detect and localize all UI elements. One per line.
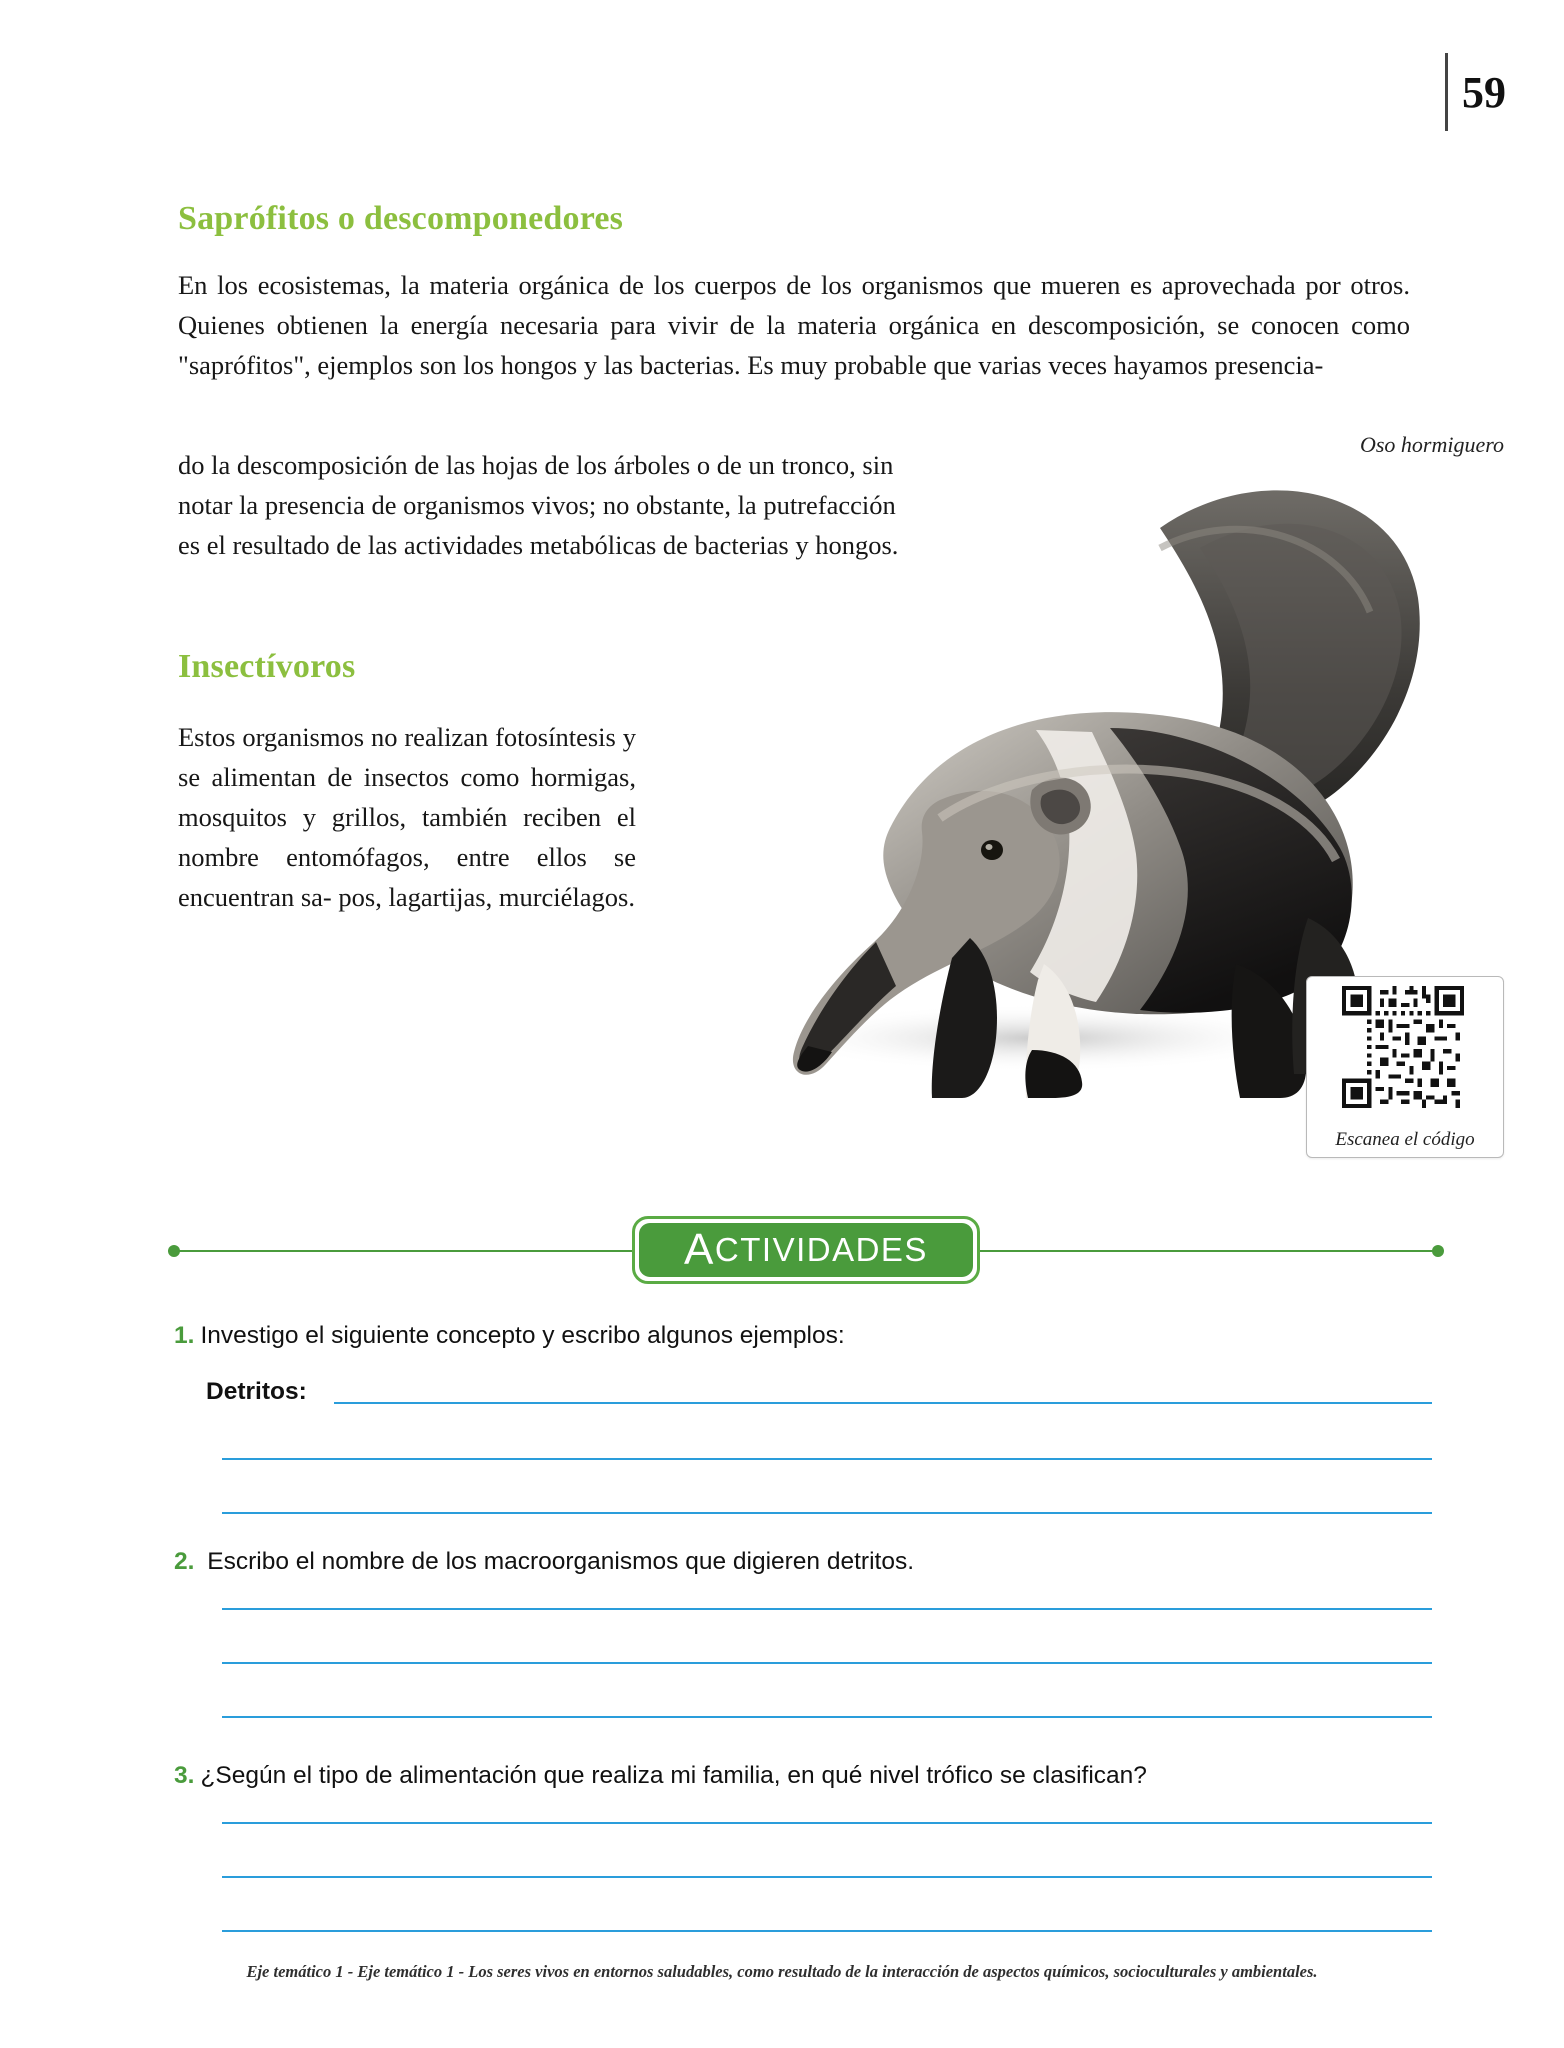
paragraph-saprofitos-wrapped: do la descomposición de las hojas de los árboles o de un tronco, sin notar la presencia de organismos vivos; no obstante, la putrefacción es el resultado de las actividades metabólicas de bacterias y hongos. <box>178 449 899 560</box>
page-footer: Eje temático 1 - Eje temático 1 - Los seres vivos en entornos saludables, como resultado de la interacción de aspectos químicos, socioculturales y ambientales. <box>246 1962 1318 1981</box>
figure-caption: Oso hormiguero <box>1359 432 1504 457</box>
activities-title-pill <box>632 1216 980 1284</box>
activities-banner <box>168 1216 1444 1286</box>
activity-text-3: ¿Según el tipo de alimentación que realiza mi familia, en qué nivel trófico se clasifican? <box>200 1762 1147 1789</box>
page-number-block <box>1445 52 1506 132</box>
qr-code-icon[interactable] <box>1327 986 1479 1108</box>
paragraph-insectivoros-lastline: pos, lagartijas, murciélagos. <box>338 881 635 912</box>
answer-line-1a[interactable] <box>334 1402 1432 1404</box>
answer-line-3a[interactable] <box>222 1822 1432 1824</box>
activity-item-2 <box>174 1548 914 1576</box>
activities-dot-right <box>1432 1245 1444 1257</box>
page-number-rule <box>1445 53 1448 131</box>
activity-number-1: 1. <box>174 1322 195 1349</box>
heading-insectivoros: Insectívoros <box>178 648 356 686</box>
page-number: 59 <box>1462 67 1506 117</box>
activity-text-2: Escribo el nombre de los macroorganismos que digieren detritos. <box>207 1548 915 1575</box>
qr-code-box[interactable] <box>1306 976 1504 1158</box>
activity-number-2: 2. <box>174 1548 195 1575</box>
activities-title-rest: CTIVIDADES <box>714 1231 928 1268</box>
answer-line-3b[interactable] <box>222 1876 1432 1878</box>
paragraph-saprofitos-main: En los ecosistemas, la materia orgánica de los cuerpos de los organismos que mueren es aprovechada por otros. Quienes obtienen la energía necesaria para vivir de la materia orgánica en descomposición, se conocen como "saprófitos", ejemplos son los hongos y las bacterias. Es muy probable que varias veces hayamos presencia- <box>178 269 1410 380</box>
answer-line-3c[interactable] <box>222 1930 1432 1932</box>
answer-line-2c[interactable] <box>222 1716 1432 1718</box>
qr-label: Escanea el código <box>1335 1129 1475 1150</box>
answer-line-2a[interactable] <box>222 1608 1432 1610</box>
activities-title-cap: A <box>684 1225 715 1274</box>
activity-sublabel-detritos: Detritos: <box>206 1378 307 1405</box>
paragraph-insectivoros <box>178 717 636 917</box>
activities-dot-left <box>168 1245 180 1257</box>
paragraph-insectivoros-main: Estos organismos no realizan fotosíntesis y se alimentan de insectos como hormigas, mosquitos y grillos, también reciben el nombre entomófagos, entre ellos se encuentran sa- <box>178 721 636 912</box>
activity-text-1: Investigo el siguiente concepto y escribo algunos ejemplos: <box>200 1322 845 1349</box>
answer-line-2b[interactable] <box>222 1662 1432 1664</box>
activity-number-3: 3. <box>174 1762 195 1789</box>
answer-line-1b[interactable] <box>222 1458 1432 1460</box>
activity-item-1 <box>174 1322 1374 1350</box>
answer-line-1c[interactable] <box>222 1512 1432 1514</box>
heading-saprofitos: Saprófitos o descomponedores <box>178 200 624 238</box>
activities-title <box>639 1223 973 1277</box>
activity-item-3 <box>174 1762 1434 1790</box>
